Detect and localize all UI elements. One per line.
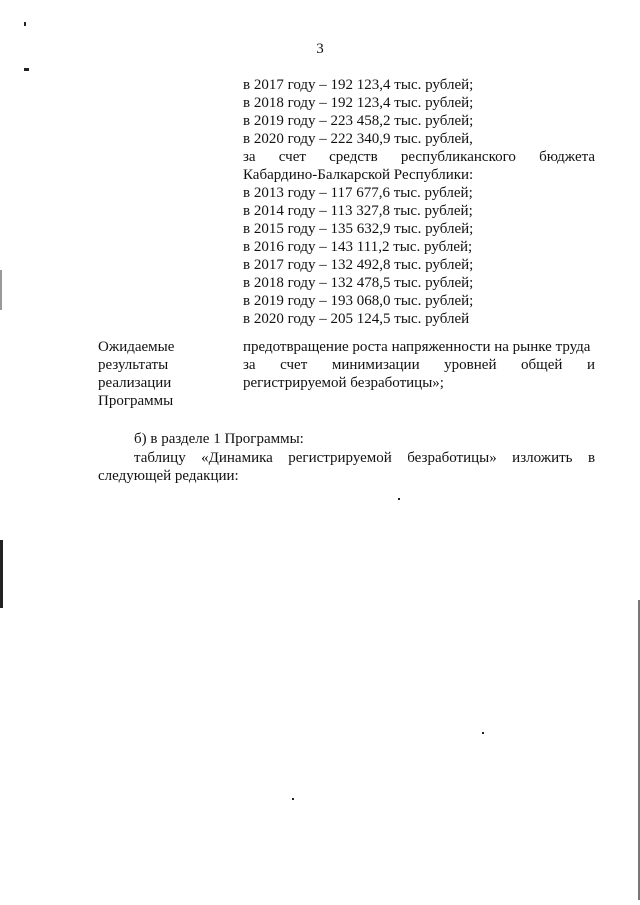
- funding-line: в 2015 году – 135 632,9 тыс. рублей;: [243, 221, 474, 237]
- word: изложить: [512, 450, 573, 466]
- label-line: результаты: [98, 357, 169, 373]
- word: общей: [521, 357, 563, 373]
- word: и: [586, 357, 595, 373]
- scan-speck: [398, 498, 400, 500]
- word: за: [243, 149, 256, 165]
- funding-line: в 2018 году – 192 123,4 тыс. рублей;: [243, 95, 474, 111]
- scan-speck: [24, 68, 29, 71]
- word: счет: [280, 357, 308, 373]
- page-number: 3: [316, 41, 324, 57]
- scan-speck: [24, 22, 26, 26]
- funding-line: в 2019 году – 223 458,2 тыс. рублей;: [243, 113, 474, 129]
- word: регистрируемой: [288, 450, 392, 466]
- label-line: Программы: [98, 393, 174, 409]
- section-b-heading: б) в разделе 1 Программы:: [134, 431, 304, 447]
- table-instruction-line: [134, 449, 595, 467]
- funding-line: в 2013 году – 117 677,6 тыс. рублей;: [243, 185, 473, 201]
- funding-line: в 2014 году – 113 327,8 тыс. рублей;: [243, 203, 473, 219]
- word: бюджета: [539, 149, 596, 165]
- funding-line: в 2018 году – 132 478,5 тыс. рублей;: [243, 275, 474, 291]
- result-line-justified: [243, 356, 595, 374]
- result-line: регистрируемой безработицы»;: [243, 375, 444, 391]
- expected-results-text: [243, 338, 595, 392]
- scan-edge-mark: [0, 540, 3, 608]
- word: таблицу: [134, 450, 186, 466]
- table-instruction-line2: следующей редакции:: [98, 468, 239, 484]
- word: минимизации: [331, 357, 420, 373]
- funding-line: в 2017 году – 132 492,8 тыс. рублей;: [243, 257, 474, 273]
- word: безработицы»: [407, 450, 497, 466]
- label-line: Ожидаемые: [98, 339, 175, 355]
- word: средств: [329, 149, 378, 165]
- funding-line: в 2020 году – 222 340,9 тыс. рублей,: [243, 131, 473, 147]
- funding-block: [243, 76, 595, 328]
- result-line: предотвращение роста напряженности на рынке труда: [243, 339, 591, 355]
- funding-line: в 2017 году – 192 123,4 тыс. рублей;: [243, 77, 474, 93]
- scan-speck: [482, 732, 484, 734]
- word: за: [243, 357, 256, 373]
- funding-line: в 2019 году – 193 068,0 тыс. рублей;: [243, 293, 474, 309]
- expected-results-label: [98, 338, 218, 410]
- word: республиканского: [400, 149, 516, 165]
- republic-name-line: Кабардино-Балкарской Республики:: [243, 167, 474, 183]
- word: уровней: [444, 357, 497, 373]
- scan-edge-mark: [0, 270, 2, 310]
- funding-line: в 2020 году – 205 124,5 тыс. рублей: [243, 311, 470, 327]
- word: счет: [278, 149, 306, 165]
- republic-budget-line: [243, 148, 595, 166]
- funding-line: в 2016 году – 143 111,2 тыс. рублей;: [243, 239, 473, 255]
- word: в: [587, 450, 596, 466]
- word: «Динамика: [201, 450, 273, 466]
- label-line: реализации: [98, 375, 172, 391]
- scan-speck: [292, 798, 294, 800]
